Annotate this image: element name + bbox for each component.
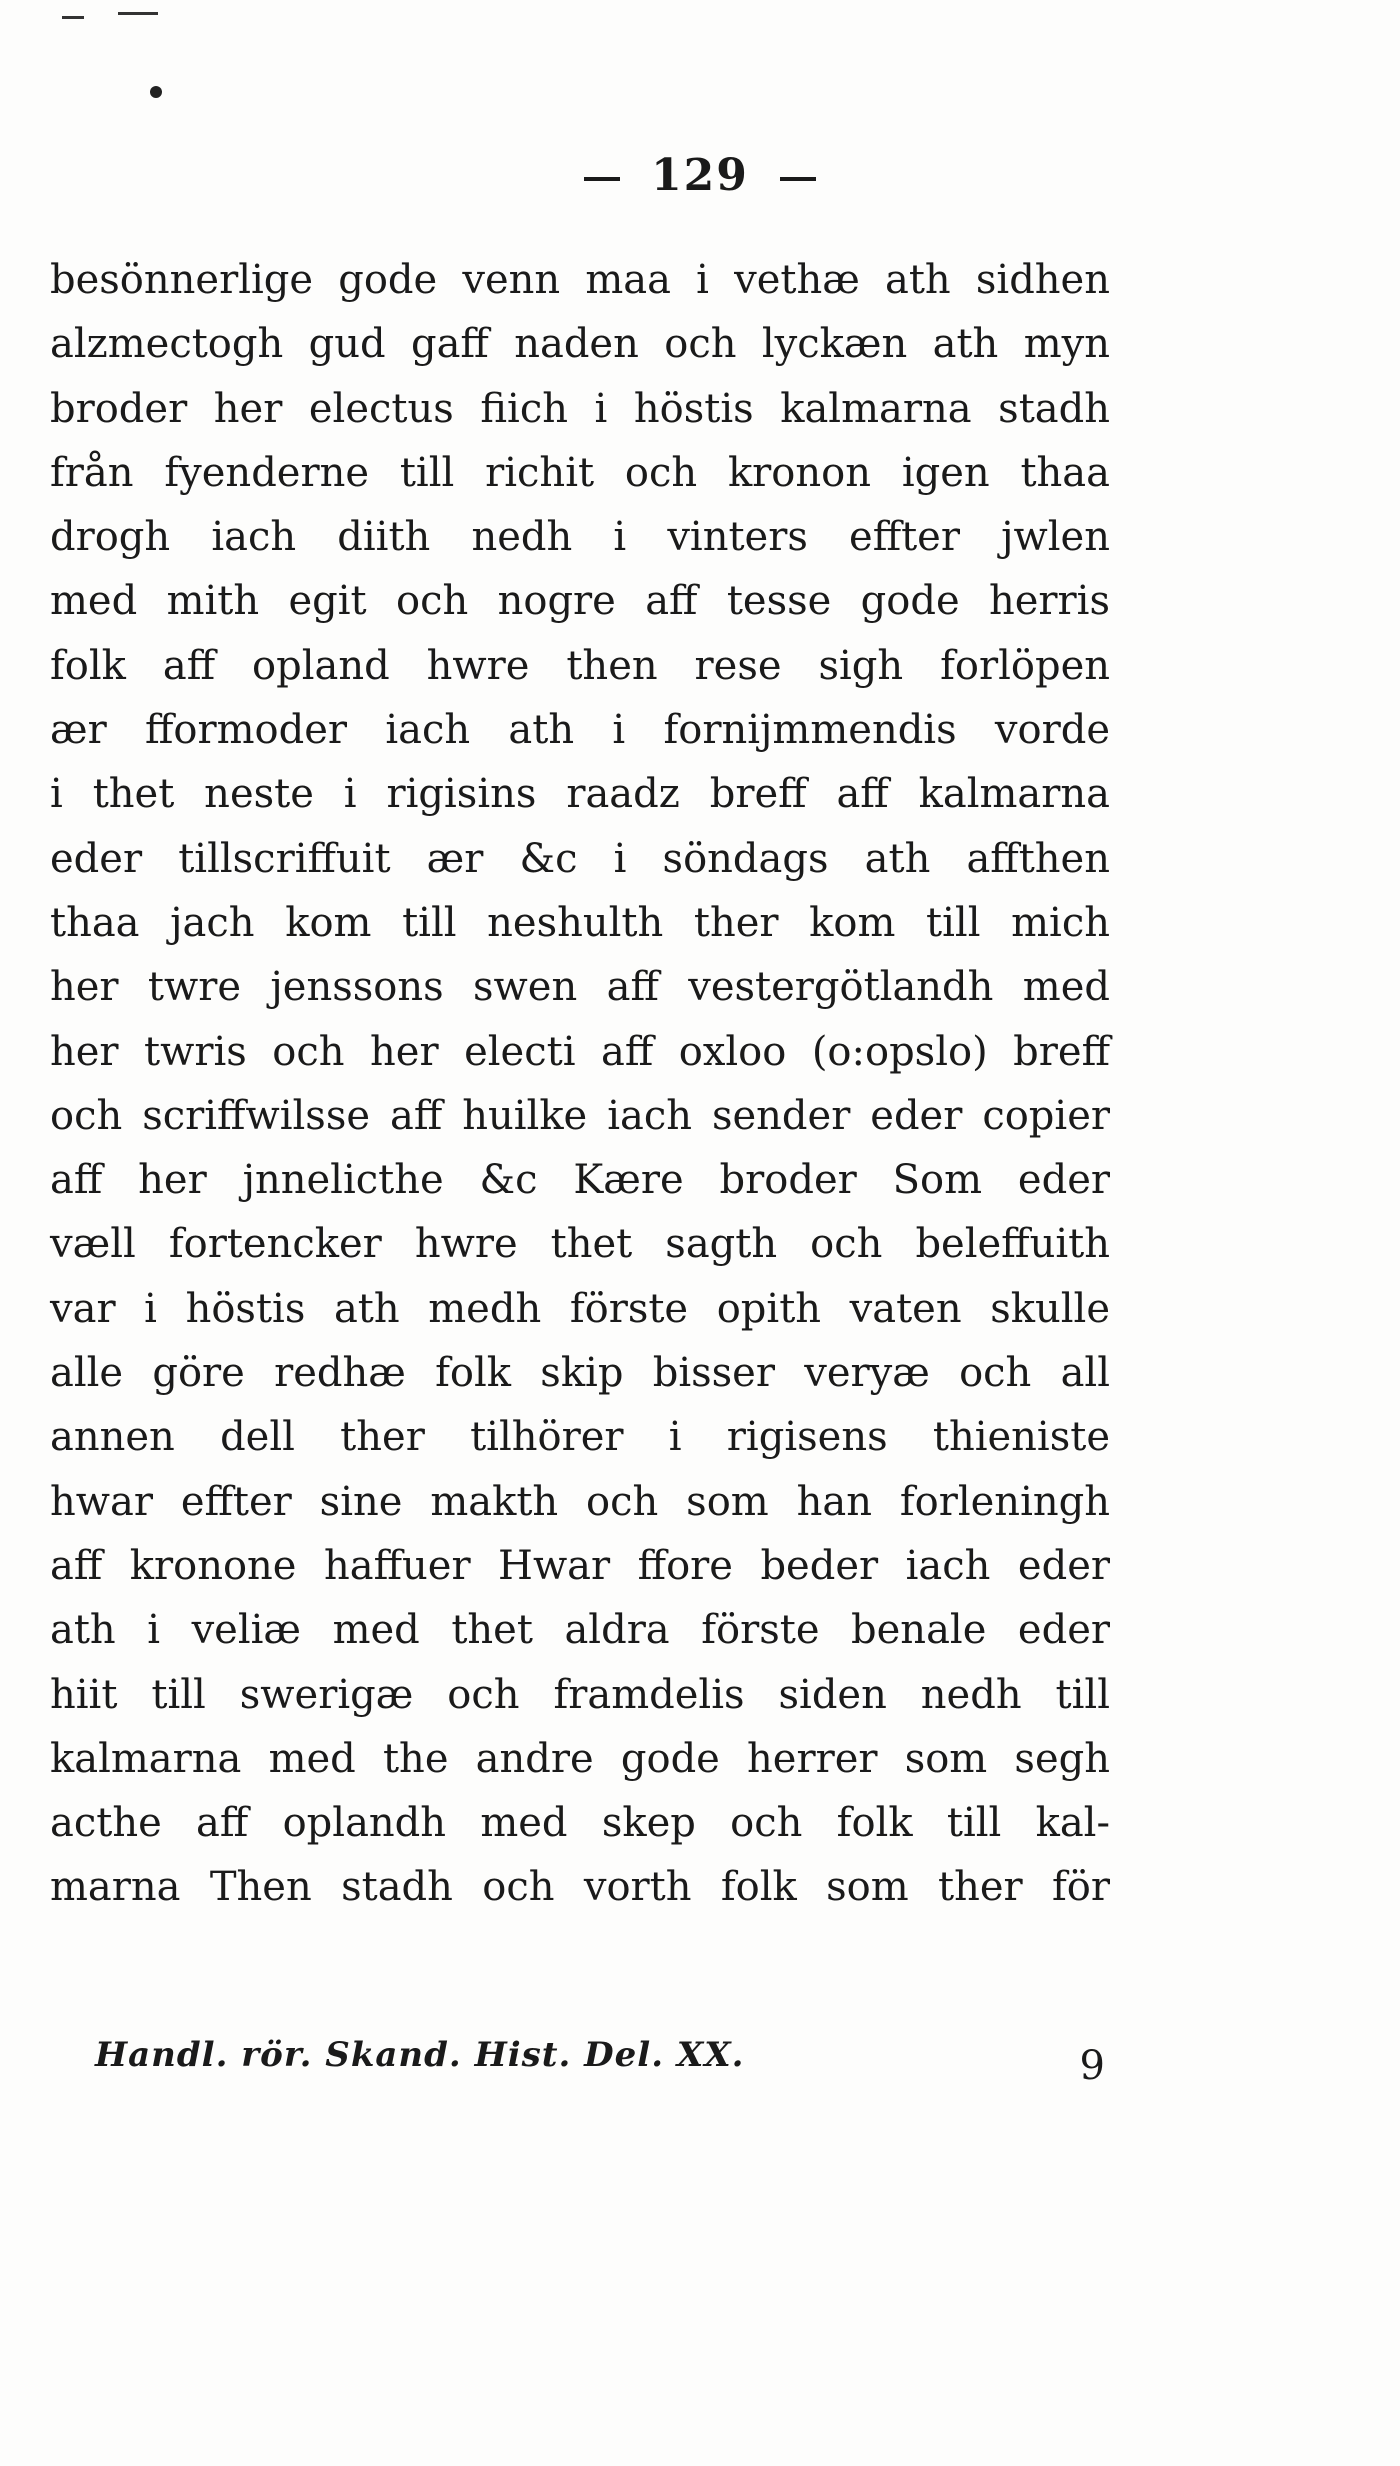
text-line: acthe aff oplandh med skep och folk till kal- xyxy=(50,1800,1110,1847)
text-line: drogh iach diith nedh i vinters effter jwlen xyxy=(50,514,1110,561)
text-line: var i höstis ath medh förste opith vaten skulle xyxy=(50,1285,1110,1332)
header-dash-right xyxy=(780,177,816,181)
text-line: ath i veliæ med thet aldra förste benale eder xyxy=(50,1607,1110,1654)
text-line: besönnerlige gode venn maa i vethæ ath sidhen xyxy=(50,257,1110,303)
text-line: från fyenderne till richit och kronon igen thaa xyxy=(50,449,1110,496)
text-line: ær fformoder iach ath i fornijmmendis vorde xyxy=(50,707,1110,754)
page-number: 129 xyxy=(651,150,749,201)
text-line: annen dell ther tilhörer i rigisens thieniste xyxy=(50,1414,1110,1461)
text-line: kalmarna med the andre gode herrer som segh xyxy=(50,1735,1110,1782)
scan-mark-top-left xyxy=(62,16,84,19)
text-line: her twris och her electi aff oxloo (o:opslo) breff xyxy=(50,1028,1110,1075)
header-dash-left xyxy=(584,177,620,181)
text-line: hwar effter sine makth och som han forleningh xyxy=(50,1478,1110,1525)
scan-mark-top-left-2 xyxy=(118,12,158,15)
text-line: aff her jnnelicthe &c Kære broder Som eder xyxy=(50,1157,1110,1204)
signature-mark: 9 xyxy=(1079,2043,1105,2089)
page-header xyxy=(0,150,1400,201)
text-line: broder her electus fiich i höstis kalmarna stadh xyxy=(50,385,1110,432)
text-line: och scriffwilsse aff huilke iach sender eder copier xyxy=(50,1092,1110,1139)
text-line: i thet neste i rigisins raadz breff aff kalmarna xyxy=(50,771,1110,818)
text-line: alzmectogh gud gaff naden och lyckæn ath myn xyxy=(50,321,1110,368)
text-line: alle göre redhæ folk skip bisser veryæ och all xyxy=(50,1350,1110,1397)
printer-signature: Handl. rör. Skand. Hist. Del. XX. xyxy=(95,2035,745,2075)
text-line: væll fortencker hwre thet sagth och beleffuith xyxy=(50,1221,1110,1268)
text-line: marna Then stadh och vorth folk som ther för xyxy=(50,1864,1110,1911)
text-line: folk aff opland hwre then rese sigh forlöpen xyxy=(50,642,1110,689)
text-line: med mith egit och nogre aff tesse gode herris xyxy=(50,578,1110,625)
ink-dot xyxy=(150,86,162,98)
text-line: her twre jenssons swen aff vestergötlandh med xyxy=(50,964,1110,1011)
page-footer xyxy=(95,2035,1105,2095)
body-text xyxy=(50,248,1110,1920)
text-line: thaa jach kom till neshulth ther kom till mich xyxy=(50,899,1110,946)
text-line: eder tillscriffuit ær &c i söndags ath affthen xyxy=(50,835,1110,882)
text-line: hiit till swerigæ och framdelis siden nedh till xyxy=(50,1671,1110,1718)
text-line: aff kronone haffuer Hwar ffore beder iach eder xyxy=(50,1542,1110,1589)
